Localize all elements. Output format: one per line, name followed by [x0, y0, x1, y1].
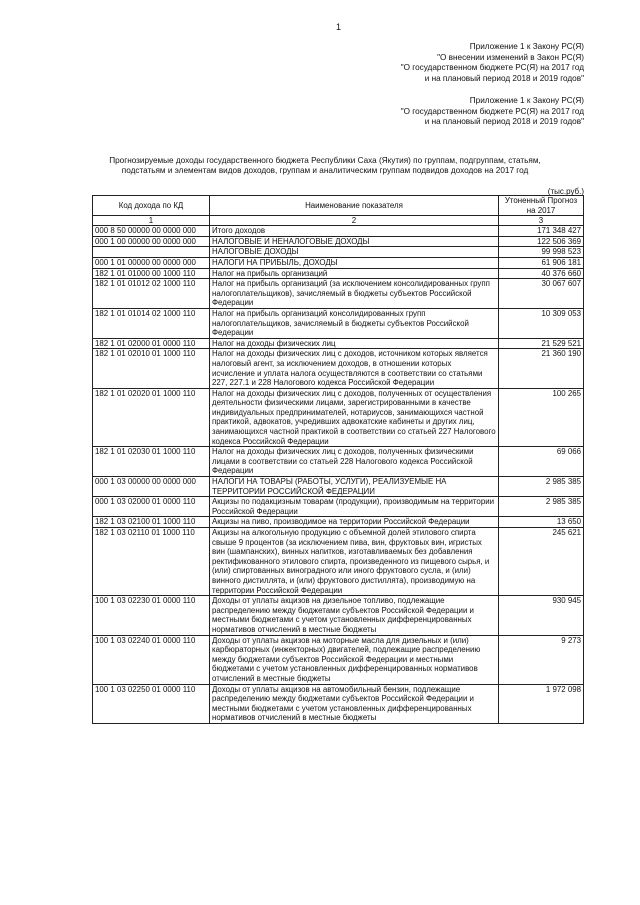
amount-cell: 122 506 369: [499, 236, 584, 247]
document-title: [70, 156, 580, 177]
code-cell: 182 1 03 02100 01 1000 110: [93, 517, 210, 528]
name-cell: Акцизы на алкогольную продукцию с объемной долей этилового спирта свыше 9 процентов (за исключением пива, вин, фруктовых вин, игристых вин (шампанских), винных напитков, изготавливаемых без добавления ректификованного этилового спирта, произведенного из пищевого сырья, и (или) спиртованных виноградного или иного фруктового сусла, и (или) винного дистиллята, и (или) фруктового дистиллята), производимую на территории Российской Федерации: [210, 528, 499, 596]
code-cell: 182 1 01 02010 01 1000 110: [93, 349, 210, 388]
amount-cell: 21 360 190: [499, 349, 584, 388]
name-cell: НАЛОГОВЫЕ И НЕНАЛОГОВЫЕ ДОХОДЫ: [210, 236, 499, 247]
amount-cell: 13 650: [499, 517, 584, 528]
title-line: Прогнозируемые доходы государственного бюджета Республики Саха (Якутия) по группам, подгруппам, статьям,: [109, 156, 541, 165]
code-cell: 182 1 03 02110 01 1000 110: [93, 528, 210, 596]
amount-cell: 30 067 607: [499, 279, 584, 309]
name-cell: Итого доходов: [210, 226, 499, 237]
table-row: [93, 477, 584, 497]
code-cell: 182 1 01 01012 02 1000 110: [93, 279, 210, 309]
amount-cell: 10 309 053: [499, 308, 584, 338]
appendix-line: "О государственном бюджете РС(Я) на 2017 год: [400, 63, 584, 73]
table-row: [93, 338, 584, 349]
amount-cell: 2 985 385: [499, 477, 584, 497]
amount-cell: 245 621: [499, 528, 584, 596]
name-cell: Доходы от уплаты акцизов на автомобильный бензин, подлежащие распределению между бюджетами субъектов Российской Федерации и местными бюджетами с учетом установленных дифференцированных нормативов отчислений в местные бюджеты: [210, 684, 499, 723]
name-cell: Налог на прибыль организаций (за исключением консолидированных групп налогоплательщиков), зачисляемый в бюджеты субъектов Российской Федерации: [210, 279, 499, 309]
code-cell: 000 1 03 00000 00 0000 000: [93, 477, 210, 497]
code-cell: [93, 247, 210, 258]
table-row: [93, 308, 584, 338]
appendix-line: и на плановый период 2018 и 2019 годов": [424, 117, 584, 127]
name-cell: Доходы от уплаты акцизов на моторные масла для дизельных и (или) карбюраторных (инжекторных) двигателей, подлежащие распределению между бюджетами субъектов Российской Федерации и местными бюджетами с учетом установленных дифференцированных нормативов отчислений в местные бюджеты: [210, 635, 499, 684]
code-cell: 100 1 03 02230 01 0000 110: [93, 596, 210, 635]
page-number: 1: [336, 22, 342, 32]
name-cell: Налог на доходы физических лиц с доходов, источником которых является налоговый агент, за исключением доходов, в отношении которых исчисление и уплата налога осуществляются в соответствии со статьями 227, 227.1 и 228 Налогового кодекса Российской Федерации: [210, 349, 499, 388]
name-cell: Налог на прибыль организаций: [210, 268, 499, 279]
amount-cell: 69 066: [499, 447, 584, 477]
revenue-table: [92, 195, 584, 724]
table-row: [93, 684, 584, 723]
table-row: [93, 388, 584, 447]
table-body: [93, 226, 584, 724]
table-row: [93, 447, 584, 477]
name-cell: Налог на доходы физических лиц: [210, 338, 499, 349]
table-row: [93, 596, 584, 635]
appendix-block-budget-law: [401, 96, 584, 128]
table-header-row: [93, 196, 584, 216]
name-cell: Доходы от уплаты акцизов на дизельное топливо, подлежащие распределению между бюджетами субъектов Российской Федерации и местными бюджетами с учетом установленных дифференцированных нормативов отчислений в местные бюджеты: [210, 596, 499, 635]
appendix-line: и на плановый период 2018 и 2019 годов": [424, 73, 584, 83]
appendix-line: "О внесении изменений в Закон РС(Я): [437, 52, 584, 62]
amount-cell: 21 529 521: [499, 338, 584, 349]
name-cell: НАЛОГИ НА ПРИБЫЛЬ, ДОХОДЫ: [210, 257, 499, 268]
table-row: [93, 497, 584, 517]
header-name: Наименование показателя: [210, 196, 499, 216]
code-cell: 000 1 00 00000 00 0000 000: [93, 236, 210, 247]
table-row: [93, 528, 584, 596]
table-row: [93, 517, 584, 528]
name-cell: Акцизы по подакцизным товарам (продукции), производимым на территории Российской Федерации: [210, 497, 499, 517]
table-row: [93, 236, 584, 247]
table-row: [93, 349, 584, 388]
appendix-line: "О государственном бюджете РС(Я) на 2017 год: [400, 106, 584, 116]
appendix-line: Приложение 1 к Закону РС(Я): [469, 42, 584, 51]
code-cell: 000 1 01 00000 00 0000 000: [93, 257, 210, 268]
column-number: 3: [499, 216, 584, 226]
amount-cell: 171 348 427: [499, 226, 584, 237]
header-code: Код дохода по КД: [93, 196, 210, 216]
table-row: [93, 635, 584, 684]
name-cell: Налог на доходы физических лиц с доходов, полученных от осуществления деятельности физическими лицами, зарегистрированными в качестве индивидуальных предпринимателей, нотариусов, занимающихся частной практикой, адвокатов, учредивших адвокатские кабинеты и других лиц, занимающихся частной практикой в соответствии со статьей 227 Налогового кодекса Российской Федерации: [210, 388, 499, 447]
code-cell: 100 1 03 02240 01 0000 110: [93, 635, 210, 684]
code-cell: 182 1 01 01000 00 1000 110: [93, 268, 210, 279]
code-cell: 000 8 50 00000 00 0000 000: [93, 226, 210, 237]
units-label: (тыс.руб.): [547, 187, 584, 196]
code-cell: 182 1 01 01014 02 1000 110: [93, 308, 210, 338]
amount-cell: 9 273: [499, 635, 584, 684]
table-row: [93, 257, 584, 268]
column-number: 1: [93, 216, 210, 226]
title-line: подстатьям и элементам видов доходов, группам и аналитическим группам подвидов доходов на 2017 год: [121, 166, 529, 176]
code-cell: 100 1 03 02250 01 0000 110: [93, 684, 210, 723]
name-cell: НАЛОГОВЫЕ ДОХОДЫ: [210, 247, 499, 258]
amount-cell: 99 998 523: [499, 247, 584, 258]
name-cell: Налог на прибыль организаций консолидированных групп налогоплательщиков, зачисляемый в бюджеты субъектов Российской Федерации: [210, 308, 499, 338]
amount-cell: 1 972 098: [499, 684, 584, 723]
code-cell: 182 1 01 02000 01 0000 110: [93, 338, 210, 349]
name-cell: НАЛОГИ НА ТОВАРЫ (РАБОТЫ, УСЛУГИ), РЕАЛИЗУЕМЫЕ НА ТЕРРИТОРИИ РОССИЙСКОЙ ФЕДЕРАЦИИ: [210, 477, 499, 497]
code-cell: 182 1 01 02030 01 1000 110: [93, 447, 210, 477]
appendix-line: Приложение 1 к Закону РС(Я): [469, 96, 584, 105]
code-cell: 000 1 03 02000 01 0000 110: [93, 497, 210, 517]
name-cell: Налог на доходы физических лиц с доходов, полученных физическими лицами в соответствии со статьей 228 Налогового кодекса Российской Федерации: [210, 447, 499, 477]
column-number: 2: [210, 216, 499, 226]
column-number-row: [93, 216, 584, 226]
amount-cell: 100 265: [499, 388, 584, 447]
amount-cell: 61 906 181: [499, 257, 584, 268]
amount-cell: 930 945: [499, 596, 584, 635]
amount-cell: 2 985 385: [499, 497, 584, 517]
table-row: [93, 247, 584, 258]
appendix-block-amendment: [401, 42, 584, 84]
table-row: [93, 279, 584, 309]
header-amount: Утоненный Прогноз на 2017: [499, 196, 584, 216]
amount-cell: 40 376 660: [499, 268, 584, 279]
name-cell: Акцизы на пиво, производимое на территории Российской Федерации: [210, 517, 499, 528]
table-row: [93, 268, 584, 279]
code-cell: 182 1 01 02020 01 1000 110: [93, 388, 210, 447]
table-row: [93, 226, 584, 237]
